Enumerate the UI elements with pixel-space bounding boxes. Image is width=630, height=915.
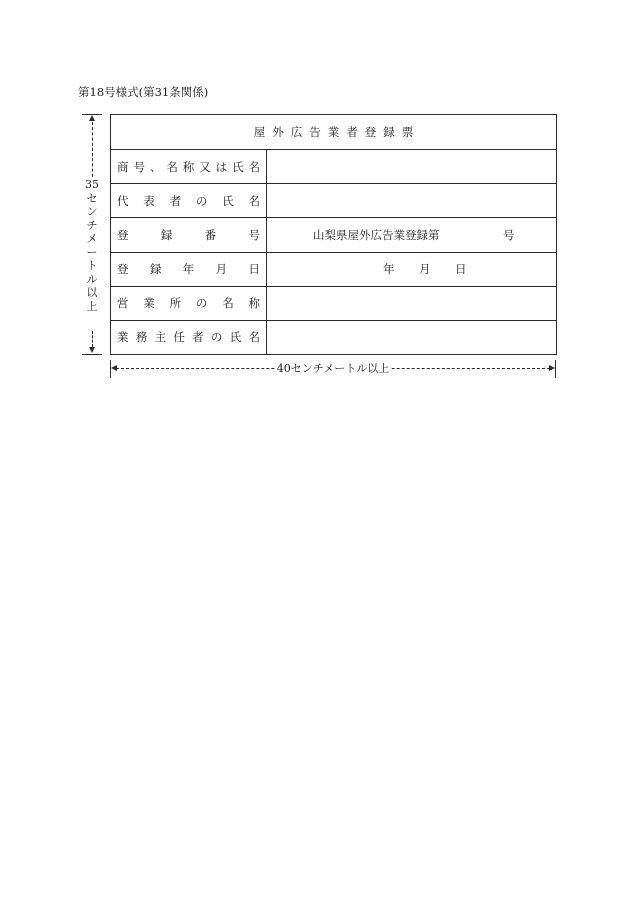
row-label-char: 業	[117, 330, 129, 345]
row-label-text	[117, 329, 260, 345]
row-label-char: 録	[149, 262, 162, 277]
row-value-office-name	[267, 286, 557, 320]
row-label-char: 号	[248, 227, 260, 242]
row-label-char: は	[215, 159, 228, 174]
row-label-char: 務	[135, 330, 148, 345]
arrow-up-icon	[89, 115, 95, 121]
row-label-char: 名	[166, 159, 178, 174]
row-label-char: 番	[204, 227, 217, 242]
table-row	[111, 320, 557, 354]
row-value-registration-number	[267, 218, 557, 252]
row-label-char: 者	[169, 193, 182, 208]
width-dimension-indicator	[110, 360, 556, 378]
table-row	[111, 218, 557, 252]
row-label-registration-number	[111, 218, 267, 252]
arrow-left-icon	[111, 365, 117, 371]
row-label-char: 日	[248, 262, 260, 277]
row-label-char: 登	[117, 262, 129, 277]
row-label-chief-manager	[111, 320, 267, 354]
row-label-char: 商	[117, 159, 129, 174]
width-dimension-label: 40センチメートル以上	[276, 362, 390, 375]
table-title-cell	[111, 115, 557, 150]
row-label-char: 称	[248, 296, 260, 311]
row-label-char: 称	[182, 159, 195, 174]
row-label-char: 登	[117, 227, 129, 242]
table-row	[111, 150, 557, 184]
row-label-text	[117, 227, 260, 243]
row-label-char: 名	[248, 159, 260, 174]
row-label-char: 氏	[229, 330, 242, 345]
row-label-trade-name	[111, 150, 267, 184]
row-label-char: 営	[117, 296, 129, 311]
row-label-text	[117, 261, 260, 277]
row-label-char: 業	[143, 296, 155, 311]
table-title-row	[111, 115, 557, 150]
row-label-char: 名	[248, 330, 260, 345]
row-label-char: 表	[143, 193, 155, 208]
row-label-office-name	[111, 286, 267, 320]
registration-number-suffix: 号	[503, 227, 515, 242]
arrow-down-icon	[89, 347, 95, 353]
row-label-char: 号	[133, 159, 145, 174]
row-label-char: 者	[192, 330, 204, 345]
row-label-char: の	[195, 296, 208, 311]
row-value-chief-manager	[267, 320, 557, 354]
row-label-char: 録	[160, 227, 173, 242]
date-year-label: 年	[383, 262, 395, 277]
row-label-char: 主	[154, 330, 167, 345]
row-label-text	[117, 193, 260, 209]
table-row	[111, 252, 557, 286]
row-label-char: 年	[182, 262, 195, 277]
row-label-char: 名	[248, 193, 260, 208]
table-title: 屋外広告業者登録票	[253, 125, 421, 140]
height-dimension-label: 35センチメートル以上	[85, 178, 99, 313]
width-dimension-right-cap	[555, 360, 556, 378]
row-label-text	[117, 295, 260, 311]
date-day-label: 日	[455, 262, 467, 277]
height-dimension-dash-lower	[92, 331, 93, 347]
row-label-registration-date	[111, 252, 267, 286]
row-label-char: 氏	[232, 159, 244, 174]
form-number-label: 第18号様式(第31条関係)	[78, 85, 209, 99]
table-row	[111, 184, 557, 218]
row-label-char: の	[195, 193, 208, 208]
registration-number-prefix: 山梨県屋外広告業登録第	[313, 227, 440, 242]
height-dimension-indicator	[80, 114, 104, 355]
height-dimension-dash-upper	[92, 122, 93, 182]
table-row	[111, 286, 557, 320]
row-label-char: 代	[117, 193, 129, 208]
registration-table	[110, 114, 557, 355]
row-label-char: 名	[222, 296, 234, 311]
row-value-registration-date	[267, 252, 557, 286]
row-value-representative	[267, 184, 557, 218]
row-label-char: 氏	[222, 193, 234, 208]
row-label-char: 又	[199, 159, 211, 174]
row-label-char: 月	[215, 262, 228, 277]
row-value-trade-name	[267, 150, 557, 184]
date-month-label: 月	[419, 262, 431, 277]
row-label-representative	[111, 184, 267, 218]
row-label-char: 、	[149, 159, 162, 174]
row-label-text	[117, 159, 260, 175]
row-label-char: の	[210, 330, 223, 345]
row-label-char: 所	[169, 296, 182, 311]
row-label-char: 任	[173, 330, 185, 345]
height-dimension-bottom-cap	[82, 354, 102, 355]
